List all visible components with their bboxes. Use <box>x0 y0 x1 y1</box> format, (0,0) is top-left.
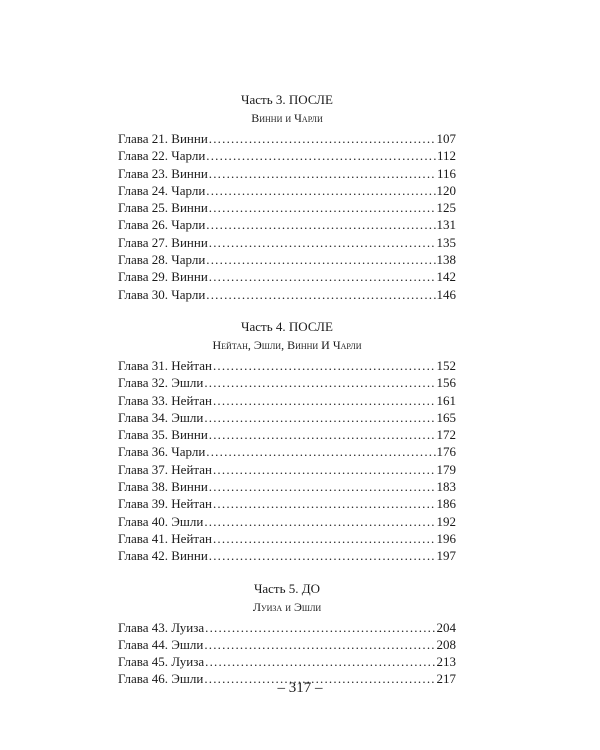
dot-leader <box>213 530 436 547</box>
dot-leader <box>204 374 435 391</box>
chapter-title: Глава 45. Луиза <box>118 654 205 670</box>
chapter-title: Глава 39. Нейтан <box>118 496 212 512</box>
page-number: – 317 – <box>277 680 323 696</box>
toc-entry <box>118 392 456 409</box>
chapter-title: Глава 32. Эшли <box>118 375 204 391</box>
chapter-page-number: 131 <box>436 217 456 233</box>
dot-leader <box>209 199 436 216</box>
toc-entry <box>118 165 456 182</box>
toc-entry <box>118 495 456 512</box>
toc-entry <box>118 409 456 426</box>
chapter-title: Глава 33. Нейтан <box>118 392 212 408</box>
part-subtitle: Нейтан, Эшли, Винни И Чарли <box>212 337 362 352</box>
toc-entry <box>118 426 456 443</box>
dot-leader <box>206 182 435 199</box>
chapter-page-number: 156 <box>436 375 456 391</box>
dot-leader <box>206 443 435 460</box>
toc-entry <box>118 513 456 530</box>
toc-entry <box>118 130 456 147</box>
chapter-page-number: 196 <box>436 530 456 546</box>
toc-entry <box>118 251 456 268</box>
chapter-page-number: 142 <box>436 269 456 285</box>
chapter-title: Глава 24. Чарли <box>118 182 206 198</box>
chapter-title: Глава 23. Винни <box>118 165 208 181</box>
dot-leader <box>213 495 436 512</box>
chapter-page-number: 217 <box>436 671 456 687</box>
chapter-title: Глава 38. Винни <box>118 479 208 495</box>
chapter-title: Глава 27. Винни <box>118 234 208 250</box>
dot-leader <box>206 147 436 164</box>
toc-entry <box>118 443 456 460</box>
dot-leader <box>204 409 435 426</box>
toc-entry <box>118 478 456 495</box>
chapter-page-number: 107 <box>436 131 456 146</box>
dot-leader <box>213 357 436 374</box>
part-title: Часть 5. ДО <box>253 580 321 596</box>
chapter-title: Глава 42. Винни <box>118 548 208 564</box>
chapter-title: Глава 22. Чарли <box>118 148 206 164</box>
toc-entry <box>118 636 456 653</box>
dot-leader <box>209 234 436 251</box>
chapter-page-number: 138 <box>436 252 456 268</box>
chapter-page-number: 197 <box>436 548 456 564</box>
toc-entry <box>118 653 456 670</box>
toc-entry <box>118 147 456 164</box>
toc-entry <box>118 619 456 636</box>
toc-entry <box>118 234 456 251</box>
chapter-page-number: 135 <box>436 234 456 250</box>
chapter-page-number: 112 <box>436 148 456 164</box>
chapter-title: Глава 26. Чарли <box>118 217 206 233</box>
chapter-title: Глава 46. Эшли <box>118 671 204 687</box>
chapter-page-number: 125 <box>436 200 456 216</box>
part-3 <box>118 92 456 303</box>
chapter-title: Глава 36. Чарли <box>118 444 206 460</box>
toc-entry <box>118 547 456 564</box>
chapter-page-number: 179 <box>436 461 456 477</box>
chapter-title: Глава 44. Эшли <box>118 636 204 652</box>
part-title: Часть 3. ПОСЛЕ <box>241 92 333 107</box>
dot-leader <box>209 130 436 147</box>
dot-leader <box>209 478 436 495</box>
chapter-page-number: 186 <box>436 496 456 512</box>
dot-leader <box>209 165 436 182</box>
part-5 <box>118 581 456 688</box>
dot-leader <box>206 251 435 268</box>
chapter-title: Глава 25. Винни <box>118 200 208 216</box>
dot-leader <box>205 653 435 670</box>
chapter-title: Глава 40. Эшли <box>118 513 204 529</box>
toc-entry <box>118 199 456 216</box>
chapter-page-number: 161 <box>436 392 456 408</box>
toc-entry <box>118 374 456 391</box>
chapter-page-number: 146 <box>436 286 456 302</box>
chapter-page-number: 120 <box>436 182 456 198</box>
toc-entry <box>118 286 456 303</box>
chapter-title: Глава 35. Винни <box>118 427 208 443</box>
chapter-title: Глава 43. Луиза <box>118 619 205 635</box>
toc-entry <box>118 461 456 478</box>
chapter-title: Глава 21. Винни <box>118 131 208 146</box>
dot-leader <box>204 636 435 653</box>
chapter-page-number: 192 <box>436 513 456 529</box>
part-4 <box>118 319 456 565</box>
chapter-page-number: 208 <box>436 636 456 652</box>
dot-leader <box>206 286 435 303</box>
part-title: Часть 4. ПОСЛЕ <box>241 318 333 334</box>
dot-leader <box>213 392 436 409</box>
part-subtitle: Винни и Чарли <box>251 111 323 125</box>
dot-leader <box>205 619 435 636</box>
chapter-page-number: 116 <box>436 165 456 181</box>
chapter-page-number: 165 <box>436 409 456 425</box>
dot-leader <box>209 547 436 564</box>
dot-leader <box>204 513 435 530</box>
chapter-page-number: 183 <box>436 479 456 495</box>
toc-entry <box>118 216 456 233</box>
chapter-title: Глава 30. Чарли <box>118 286 206 302</box>
chapter-title: Глава 28. Чарли <box>118 252 206 268</box>
chapter-title: Глава 41. Нейтан <box>118 530 212 546</box>
chapter-page-number: 213 <box>436 654 456 670</box>
part-subtitle: Луиза и Эшли <box>252 599 322 614</box>
chapter-title: Глава 31. Нейтан <box>118 357 212 373</box>
dot-leader <box>213 461 436 478</box>
dot-leader <box>206 216 435 233</box>
chapter-page-number: 204 <box>436 619 456 635</box>
toc-entry <box>118 357 456 374</box>
toc-entry <box>118 530 456 547</box>
dot-leader <box>209 268 436 285</box>
toc-entry <box>118 182 456 199</box>
chapter-page-number: 176 <box>436 444 456 460</box>
dot-leader <box>209 426 436 443</box>
chapter-title: Глава 34. Эшли <box>118 409 204 425</box>
table-of-contents <box>118 92 456 704</box>
chapter-title: Глава 29. Винни <box>118 269 208 285</box>
chapter-page-number: 172 <box>436 427 456 443</box>
chapter-page-number: 152 <box>436 357 456 373</box>
toc-entry <box>118 268 456 285</box>
chapter-title: Глава 37. Нейтан <box>118 461 212 477</box>
